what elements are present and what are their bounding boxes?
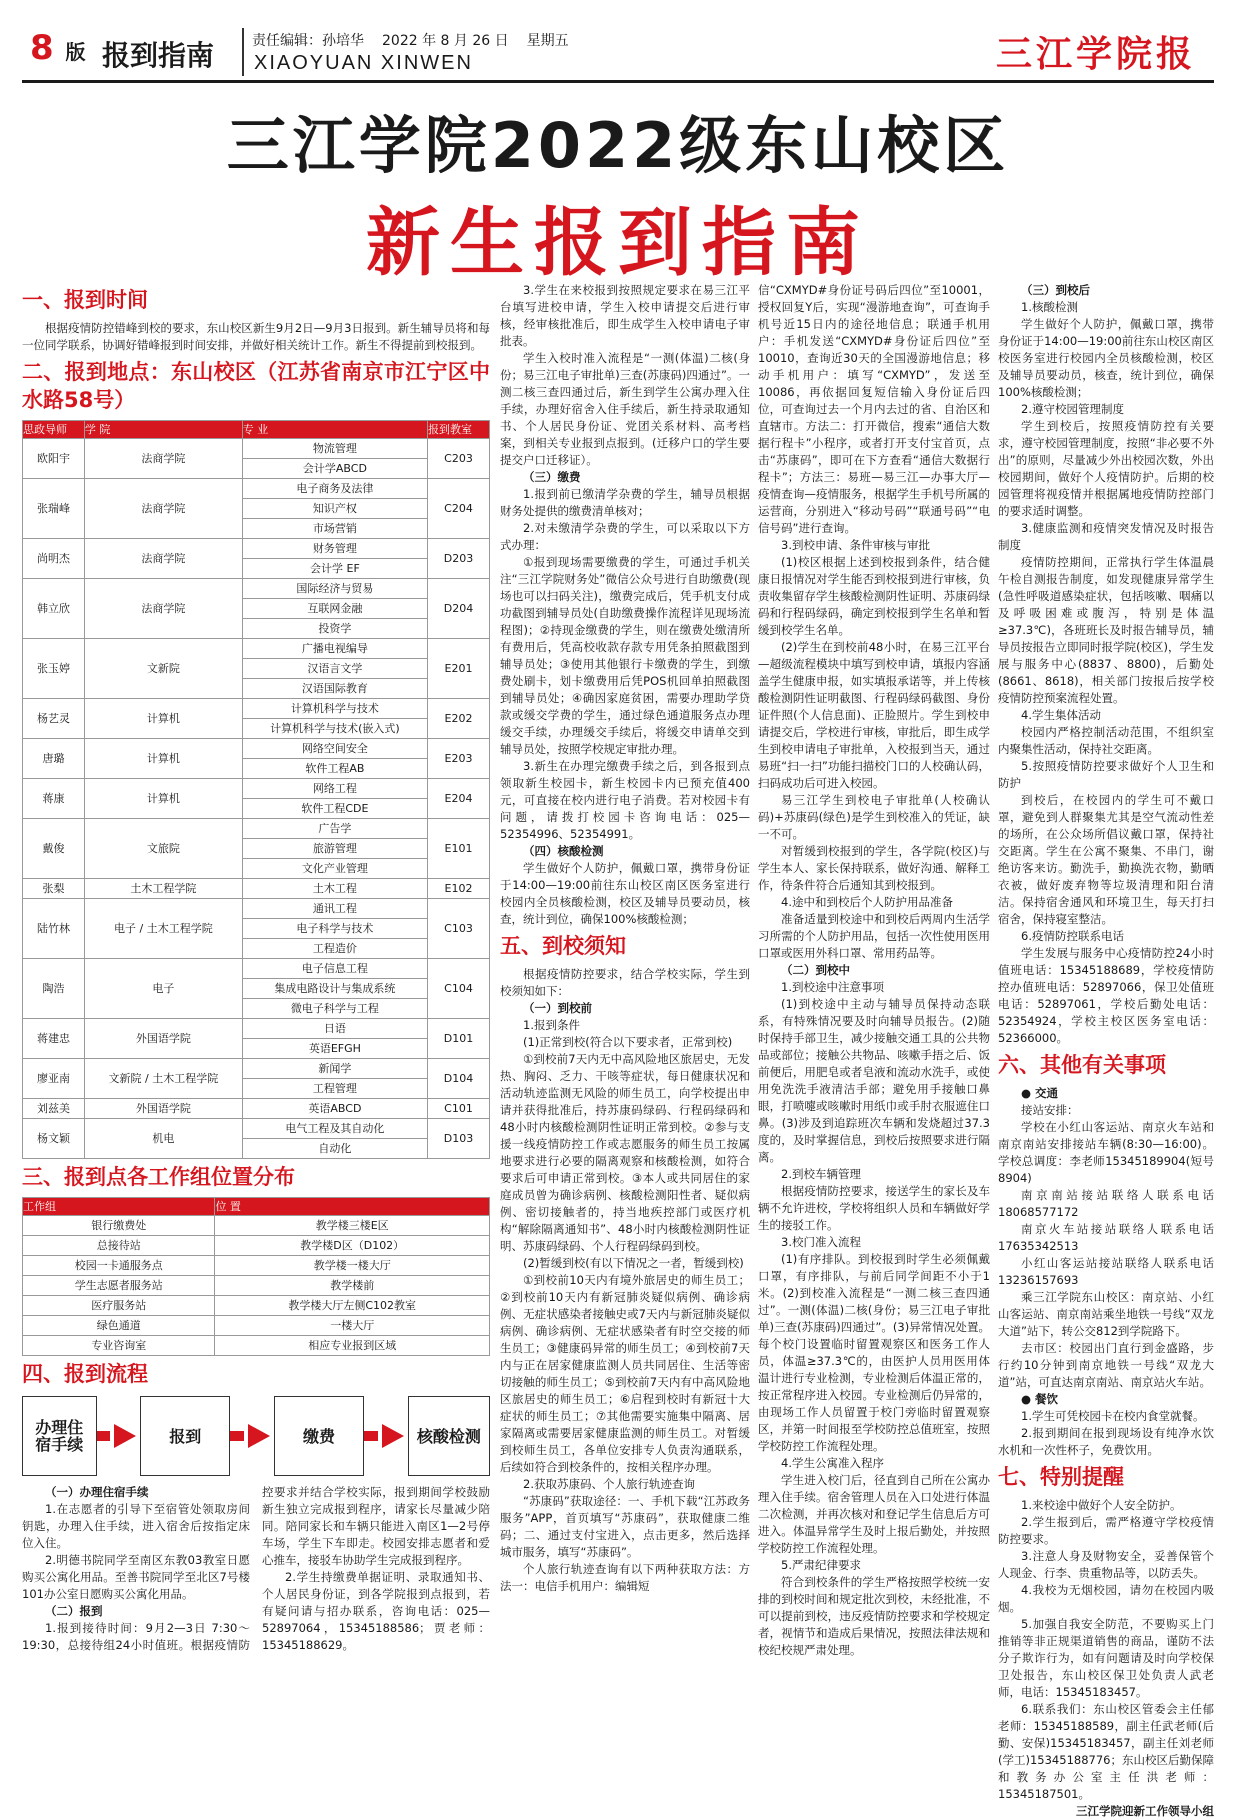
flow-step-1: 办理住宿手续: [22, 1396, 97, 1476]
location-cell: 教学楼三楼E区: [215, 1216, 490, 1236]
teacher-cell: 张瑞峰: [23, 479, 85, 539]
table-header: 学 院: [84, 421, 242, 439]
heading-s2: 二、报到地点：东山校区（江苏省南京市江宁区中水路58号）: [22, 360, 490, 412]
workgroup-cell: 医疗服务站: [23, 1296, 215, 1316]
c3-p14: (1)有序排队。到校报到时学生必须佩戴口罩，有序排队，与前后同学间距不小于1米。(2)到校准入流程是“一测二核三查四通过”。一测(体温)二核(身份；易三江电子审批单)三查(苏康码)四通过”。(3)异常情况处置。每个校门设置临时留置观察区和医务工作人员，体温≥37.3℃的，由医护人员用医用体温计进行专业检测，专业检测后体温正常的，按正常程序进入校园。专业检测后仍异常的，由现场工作人员留置于校门旁临时留置观察区，并第一时间报至学校防控总值班室，按照学校防控工作流程处理。: [758, 1252, 990, 1453]
c2-p10: (1)正常到校(符合以下要求者，正常到校): [523, 1035, 733, 1049]
c3-p5: 易三江学生到校电子审批单(人校确认码)+苏康码(绿色)是学生到校准入的凭证，缺一不可。: [758, 793, 990, 841]
heading-s5: 五、到校须知: [500, 934, 626, 958]
teacher-cell: 张玉婷: [23, 639, 85, 699]
teacher-cell: 尚明杰: [23, 539, 85, 579]
arrow-right-icon: [248, 1424, 270, 1448]
newspaper-logo: 三江学院报: [995, 33, 1196, 75]
room-cell: E203: [428, 739, 490, 779]
c4-p1: 1.核酸检测: [1021, 300, 1078, 314]
c4-p14: 学校在小红山客运站、南京火车站和南京南站安排接站车辆(8:30—16:00)。学校总调度：李老师15345189904(短号8904): [998, 1120, 1214, 1185]
heading-s7: 七、特别提醒: [998, 1465, 1124, 1489]
major-cell: 会计学 EF: [242, 559, 427, 579]
major-cell: 集成电路设计与集成系统: [242, 979, 427, 999]
major-cell: 日语: [242, 1019, 427, 1039]
location-cell: 教学楼大厅左侧C102教室: [215, 1296, 490, 1316]
room-cell: D104: [428, 1059, 490, 1099]
c2-p6: 3.新生在办理完缴费手续之后，到各报到点领取新生校园卡，新生校园卡内已预充值400元，可直接在校内进行电子消费。若对校园卡有问题，请拨打校园卡咨询电话：025—52354996、52354991。: [500, 759, 750, 841]
college-cell: 外国语学院: [84, 1099, 242, 1119]
room-cell: D203: [428, 539, 490, 579]
c2-p8: 根据疫情防控要求，结合学校实际，学生到校须知如下：: [500, 967, 750, 998]
c4-b2: ● 餐饮: [1021, 1392, 1059, 1406]
location-cell: 教学楼一楼大厅: [215, 1256, 490, 1276]
column-2: [500, 282, 750, 1782]
workgroup-cell: 专业咨询室: [23, 1336, 215, 1356]
c2-p9: 1.报到条件: [523, 1018, 580, 1032]
c4-p11: 6.疫情防控联系电话: [1021, 929, 1124, 943]
c2-p16: 个人旅行轨迹查询有以下两种获取方法：方法一：电信手机用户：编辑短: [500, 1562, 750, 1593]
major-cell: 通讯工程: [242, 899, 427, 919]
c2-p15: “苏康码”获取途径：一、手机下载“江苏政务服务”APP，首页填写“苏康码”，获取健康二维码；二、通过支付宝进入，点击更多，然后选择城市服务，填写“苏康码”。: [500, 1494, 750, 1559]
location-cell: 教学楼前: [215, 1276, 490, 1296]
major-cell: 电子信息工程: [242, 959, 427, 979]
c2-p3: 1.报到前已缴清学杂费的学生，辅导员根据财务处提供的缴费清单核对；: [500, 487, 750, 518]
location-cell: 教学楼D区（D102）: [215, 1236, 490, 1256]
heading-s3: 三、报到点各工作组位置分布: [22, 1165, 295, 1189]
c3-p16: 学生进入校门后，径直到自己所在公寓办理入住手续。宿舍管理人员在入口处进行体温二次检测，并再次核对和登记学生信息后方可进入。体温异常学生及时上报后勤处，并按照学校防控工作流程处理。: [758, 1473, 990, 1555]
c4-p4: 学生到校后，按照疫情防控有关要求，遵守校园管理制度，按照“非必要不外出”的原则，尽量减少外出校园次数，外出校园期间，做好个人疫情防护。后期的校园管理将视疫情并根据属地疫情防控部门的要求适时调整。: [998, 419, 1214, 518]
c4-p25: 4.我校为无烟校园，请勿在校园内吸烟。: [998, 1583, 1214, 1614]
arrow-right-icon: [382, 1424, 404, 1448]
c3-p11: 2.到校车辆管理: [781, 1167, 861, 1181]
c3-p2: 3.到校申请、条件审核与审批: [781, 538, 930, 552]
section-name: 报到指南: [102, 39, 215, 72]
c3-p13: 3.校门准入流程: [781, 1235, 861, 1249]
table-row: [23, 1099, 490, 1119]
room-cell: D103: [428, 1119, 490, 1159]
workgroup-cell: 总接待站: [23, 1236, 215, 1256]
c3-p15: 4.学生公寓准入程序: [781, 1456, 884, 1470]
major-cell: 旅游管理: [242, 839, 427, 859]
registration-location-table: [22, 420, 490, 1159]
c4-p8: 校园内严格控制活动范围，不组织室内聚集性活动，保持社交距离。: [998, 725, 1214, 756]
college-cell: 机电: [84, 1119, 242, 1159]
s1-body: 根据疫情防控错峰到校的要求，东山校区新生9月2日—9月3日报到。新生辅导员将和每一位同学联系，协调好错峰报到时间安排，并做好相关统计工作。新生不得提前到校报到。: [22, 321, 490, 352]
table-row: [23, 779, 490, 799]
c4-p10: 到校后，在校园内的学生可不戴口罩，避免到人群聚集尤其是空气流动性差的场所，在公众场所倡议戴口罩，保持社交距离。学生在公寓不聚集、不串门，谢绝访客来访。勤洗手，勤换洗衣物，勤晒衣被，做好废弃物等垃圾清理和阳台清洁。保持宿舍通风和环境卫生，每天打扫宿舍，保持寝室整洁。: [998, 793, 1214, 926]
teacher-cell: 欧阳宇: [23, 439, 85, 479]
major-cell: 财务管理: [242, 539, 427, 559]
teacher-cell: 刘兹美: [23, 1099, 85, 1119]
table-row: [23, 539, 490, 559]
c4-p27: 6.联系我们：东山校区管委会主任郁老师：15345188589，副主任武老师(后勤、安保)15345183457，副主任刘老师(学工)15345188776；东山校区后勤保障和教务办公室主任洪老师：15345187501。: [998, 1702, 1214, 1801]
s4-p1: 1.在志愿者的引导下至宿管处领取房间钥匙，办理入住手续，进入宿舍后按指定床位入住。: [22, 1502, 250, 1550]
major-cell: 文化产业管理: [242, 859, 427, 879]
college-cell: 计算机: [84, 739, 242, 779]
table-row: [23, 1216, 490, 1236]
c3-p6: 对暂缓到校报到的学生，各学院(校区)与学生本人、家长保持联系，做好沟通、解释工作，待条件符合后通知其到校报到。: [758, 844, 990, 892]
heading-s4: 四、报到流程: [22, 1362, 148, 1386]
c3-p12: 根据疫情防控要求，接送学生的家长及车辆不允许进校，学校将组织人员和车辆做好学生的接驳工作。: [758, 1184, 990, 1232]
c2-p12: (2)暂缓到校(有以下情况之一者，暂缓到校): [523, 1256, 744, 1270]
c4-b1: ● 交通: [1021, 1086, 1059, 1100]
c4-p18: 乘三江学院东山校区：南京站、小红山客运站、南京南站乘坐地铁一号线“双龙大道”站下，转公交812到学院路下。: [998, 1290, 1214, 1338]
college-cell: 计算机: [84, 779, 242, 819]
college-cell: 计算机: [84, 699, 242, 739]
pinyin-title: XIAOYUAN XINWEN: [254, 52, 473, 74]
room-cell: D101: [428, 1019, 490, 1059]
table-row: [23, 579, 490, 599]
c4-p22: 1.来校途中做好个人安全防护。: [1021, 1498, 1182, 1512]
major-cell: 工程管理: [242, 1079, 427, 1099]
c4-p17: 小红山客运站接站联络人联系电话 13236157693: [998, 1256, 1214, 1287]
table-row: [23, 1059, 490, 1079]
college-cell: 法商学院: [84, 539, 242, 579]
major-cell: 电子商务及法律: [242, 479, 427, 499]
workgroup-cell: 学生志愿者服务站: [23, 1276, 215, 1296]
c4-p20: 1.学生可凭校园卡在校内食堂就餐。: [1021, 1409, 1205, 1423]
location-cell: 相应专业报到区域: [215, 1336, 490, 1356]
teacher-cell: 韩立欣: [23, 579, 85, 639]
table-row: [23, 1316, 490, 1336]
room-cell: D204: [428, 579, 490, 639]
c4-p2: 学生做好个人防护，佩戴口罩，携带身份证于14:00—19:00前往东山校区南区校医务室进行校园内全员核酸检测，校区及辅导员要动员，核查，统计到位，确保100%核酸检测；: [998, 317, 1214, 399]
c4-p16: 南京火车站接站联络人联系电话17635342513: [998, 1222, 1214, 1253]
major-cell: 计算机科学与技术(嵌入式): [242, 719, 427, 739]
c4-sub1: （三）到校后: [1021, 283, 1090, 297]
room-cell: C101: [428, 1099, 490, 1119]
heading-s6: 六、其他有关事项: [998, 1053, 1166, 1077]
table-row: [23, 1336, 490, 1356]
room-cell: C103: [428, 899, 490, 959]
c4-p19: 去市区：校园出门直行到金盛路，步行约10分钟到南京地铁一号线“双龙大道”站，可直达南京南站、南京站火车站。: [998, 1341, 1214, 1389]
major-cell: 投资学: [242, 619, 427, 639]
c4-p24: 3.注意人身及财物安全，妥善保管个人现金、行李、贵重物品等，以防丢失。: [998, 1549, 1214, 1580]
major-cell: 国际经济与贸易: [242, 579, 427, 599]
c3-p9: 1.到校途中注意事项: [781, 980, 884, 994]
main-title: 三江学院2022级东山校区: [226, 109, 1010, 182]
college-cell: 法商学院: [84, 479, 242, 539]
table-row: [23, 899, 490, 919]
c2-p5: ①报到现场需要缴费的学生，可通过手机关注“三江学院财务处”微信公众号进行自助缴费(现场也可以扫码关注)，缴费完成后，凭手机支付成功截图到辅导员处(自助缴费操作流程详见现场流程图)；②持现金缴费的学生，则在缴费处缴清所有费用后，凭高校收款存款专用凭条拍照截图到辅导员处；③使用其他银行卡缴费的学生，到缴费处刷卡，划卡缴费用后凭POS机回单拍照截图到辅导员处；④确因家庭贫困，需要办理助学贷款或缓交学费的学生，通过绿色通道服务点办理缓交手续，办理缓交手续后，将缓交申请单交到辅导员处，按照学校规定审批办理。: [500, 555, 750, 756]
c2-p2: 学生入校时准入流程是“一测(体温)二核(身份；易三江电子审批单)三查(苏康码)四通过”。一测二核三查四通过后，新生到学生公寓办理入住手续，办理好宿舍入住手续后，新生持录取通知书、个人居民身份证、党团关系材料、高考档案，到相关专业报到点报到。(迁移户口的学生要提交户口迁移证）。: [500, 351, 750, 467]
workgroup-cell: 校园一卡通服务点: [23, 1256, 215, 1276]
c4-p12: 学生发展与服务中心疫情防控24小时值班电话：15345188689，学校疫情防控办值班电话：52897066，保卫处值班电话：52897061，学校后勤处电话：52354924，学校主校区医务室电话：52366000。: [998, 946, 1214, 1045]
room-cell: E201: [428, 639, 490, 699]
teacher-cell: 张梨: [23, 879, 85, 899]
major-cell: 英语EFGH: [242, 1039, 427, 1059]
major-cell: 知识产权: [242, 499, 427, 519]
college-cell: 电子: [84, 959, 242, 1019]
table-row: [23, 819, 490, 839]
college-cell: 外国语学院: [84, 1019, 242, 1059]
table-row: [23, 639, 490, 659]
c2-sub1: （三）缴费: [523, 470, 581, 484]
major-cell: 会计学ABCD: [242, 459, 427, 479]
column-3: [758, 282, 990, 1782]
c2-p13: ①到校前10天内有境外旅居史的师生员工；②到校前10天内有新冠肺炎疑似病例、确诊病例、无症状感染者接触史或7天内与新冠肺炎疑似病例、确诊病例、无症状感染者有时空交接的师生员工；③健康码异常的师生员工；④到校前7天内与正在居家健康监测人员共同居住、生活等密切接触的师生员工；⑤到校前7天内有中高风险地区旅居史的师生员工；⑥启程到校时有新冠十大症状的师生员工；⑦其他需要实施集中隔离、居家隔离或需要居家健康监测的师生员工。对暂缓到校师生员工，各单位安排专人负责沟通联系，后续如符合到校条件的，按相关程序办理。: [500, 1273, 750, 1474]
major-cell: 市场营销: [242, 519, 427, 539]
table-header: 工作组: [23, 1198, 215, 1216]
room-cell: E202: [428, 699, 490, 739]
c4-p26: 5.加强自我安全防范，不要购买上门推销等非正规渠道销售的商品，谨防不法分子欺诈行为，如有问题请及时向学校保卫处报告，东山校区保卫处负责人武老师，电话：15345183457。: [998, 1617, 1214, 1699]
column-4: [998, 282, 1214, 1818]
college-cell: 文新院: [84, 639, 242, 699]
table-row: [23, 879, 490, 899]
c3-p8: 准备适量到校途中和到校后两周内生活学习所需的个人防护用品，包括一次性使用医用口罩或医用外科口罩、常用药品等。: [758, 912, 990, 960]
table-row: [23, 1236, 490, 1256]
major-cell: 土木工程: [242, 879, 427, 899]
teacher-cell: 唐璐: [23, 739, 85, 779]
c4-p23: 2.学生报到后，需严格遵守学校疫情防控要求。: [998, 1515, 1214, 1546]
table-row: [23, 1119, 490, 1139]
table-row: [23, 439, 490, 459]
location-cell: 一楼大厅: [215, 1316, 490, 1336]
column-1: [22, 282, 490, 1654]
c4-p21: 2.报到期间在报到现场设有纯净水饮水机和一次性杯子，免费饮用。: [998, 1426, 1214, 1457]
teacher-cell: 蒋建忠: [23, 1019, 85, 1059]
room-cell: C204: [428, 479, 490, 539]
main-subtitle: 新生报到指南: [366, 200, 870, 286]
c2-p11: ①到校前7天内无中高风险地区旅居史，无发热、胸闷、乏力、干咳等症状，每日健康状况和活动轨迹监测无风险的师生员工，向学校提出申请并获得批准后，持苏康码绿码、行程码绿码和48小时内核酸检测阴性证明正常到校。②参与支援一线疫情防控工作或志愿服务的师生员工按属地要求进行必要的隔离观察和核酸检测，如符合要求后可申请正常到校。③本人或共同居住的家庭成员曾为确诊病例、核酸检测阳性者、疑似病例、密切接触者的，持当地疾控部门或医疗机构“解除隔离通知书”、48小时内核酸检测阴性证明、苏康码绿码、个人行程码绿码到校。: [500, 1052, 750, 1253]
major-cell: 新闻学: [242, 1059, 427, 1079]
table-row: [23, 1019, 490, 1039]
s4-sub1: （一）办理住宿手续: [45, 1485, 149, 1499]
table-header: 报到教室: [428, 421, 490, 439]
table-row: [23, 1256, 490, 1276]
c3-p4: (2)学生在到校前48小时，在易三江平台—超级流程模块中填写到校申请，填报内容涵盖学生健康申报，如实填报承诺等，并上传核酸检测阴性证明截图、行程码绿码截图、身份证件照(个人信息面)、正脸照片。学生到校申请提交后，学校进行审核，审批后，即生成学生到校申请电子审批单，入校报到当天，通过易班“扫一扫”功能扫描校门口的人校确认码，扫码成功后可进入校园。: [758, 640, 990, 790]
teacher-cell: 戴俊: [23, 819, 85, 879]
room-cell: E101: [428, 819, 490, 879]
c4-p7: 4.学生集体活动: [1021, 708, 1101, 722]
teacher-cell: 陶浩: [23, 959, 85, 1019]
workgroup-table: [22, 1197, 490, 1356]
workgroup-cell: 银行缴费处: [23, 1216, 215, 1236]
major-cell: 网络工程: [242, 779, 427, 799]
table-header: 专 业: [242, 421, 427, 439]
header-rule: [22, 80, 1214, 83]
c3-sub1: （二）到校中: [781, 963, 850, 977]
room-cell: E102: [428, 879, 490, 899]
c2-p4: 2.对未缴清学杂费的学生，可以采取以下方式办理：: [500, 521, 750, 552]
c4-p15: 南京南站接站联络人联系电话18068577172: [998, 1188, 1214, 1219]
major-cell: 网络空间安全: [242, 739, 427, 759]
issue-meta: 责任编辑：孙培华 2022 年 8 月 26 日 星期五: [252, 33, 569, 49]
process-flow: [22, 1394, 490, 1478]
c3-p1: 信“CXMYD#身份证号码后四位”至10001，授权回复Y后，实现“漫游地查询”，可查询手机号近15日内的途径地信息；联通手机用户：手机发送“CXMYD#身份证后四位”至10010，查询近30天的全国漫游地信息；移动手机用户：填写“CXMYD”，发送至10086，再依据回复短信输入身份证后四位，可查询过去一个月内去过的省、自治区和直辖市。方法二：打开微信，搜索“通信大数据行程卡”小程序，或者打开支付宝首页，点击“苏康码”，即可在下方查看“通信大数据行程卡”；方法三：易班—易三江—办事大厅—疫情查询—疫情服务，根据学生手机号所属的运营商，分别进入“移动号码”“联通号码”“电信号码”进行查询。: [758, 283, 990, 535]
table-row: [23, 699, 490, 719]
c4-p3: 2.遵守校园管理制度: [1021, 402, 1124, 416]
table-row: [23, 959, 490, 979]
flow-step-4: 核酸检测: [408, 1396, 490, 1476]
flow-step-3: 缴费: [274, 1396, 364, 1476]
s4-p4: 2.学生持缴费单据证明、录取通知书、个人居民身份证，到各学院报到点报到，若有疑问请与招办联系，咨询电话：025—52897064，15345188586；贾老师：15345188629。: [262, 1570, 490, 1652]
teacher-cell: 陆竹林: [23, 899, 85, 959]
s4-p2: 2.明德书院同学至南区东教03教室日愿购买公寓化用品。至善书院同学至北区7号楼101办公室日愿购买公寓化用品。: [22, 1553, 250, 1601]
teacher-cell: 蒋康: [23, 779, 85, 819]
s4-sub2: （二）报到: [45, 1604, 103, 1618]
c3-p18: 符合到校条件的学生严格按照学校统一安排的到校时间和规定批次到校，未经批准，不可以提前到校，违反疫情防控要求和学校规定者，视情节和造成后果情况，按照法律法规和校纪校规严肃处理。: [758, 1575, 990, 1657]
major-cell: 汉语国际教育: [242, 679, 427, 699]
teacher-cell: 杨艺灵: [23, 699, 85, 739]
header-divider: [242, 28, 244, 76]
college-cell: 电子 / 土木工程学院: [84, 899, 242, 959]
heading-s1: 一、报到时间: [22, 288, 148, 312]
room-cell: C104: [428, 959, 490, 1019]
table-row: [23, 1276, 490, 1296]
table-row: [23, 1296, 490, 1316]
major-cell: 软件工程CDE: [242, 799, 427, 819]
footer-signature: 三江学院迎新工作领导小组: [1076, 1804, 1214, 1818]
major-cell: 软件工程AB: [242, 759, 427, 779]
college-cell: 法商学院: [84, 579, 242, 639]
teacher-cell: 廖亚南: [23, 1059, 85, 1099]
major-cell: 计算机科学与技术: [242, 699, 427, 719]
major-cell: 电气工程及其自动化: [242, 1119, 427, 1139]
c4-p5: 3.健康监测和疫情突发情况及时报告制度: [998, 521, 1214, 552]
room-cell: C203: [428, 439, 490, 479]
c4-p13: 接站安排：: [1021, 1103, 1079, 1117]
c2-p14: 2.获取苏康码、个人旅行轨迹查询: [523, 1477, 695, 1491]
c3-p10: (1)到校途中主动与辅导员保持动态联系，有特殊情况要及时向辅导员报告。(2)随时保持手部卫生，减少接触交通工具的公共物品或部位；接触公共物品、咳嗽手捂之后、饭前便后，用肥皂或者皂液和流动水洗手，或使用免洗洗手液清洁手部；避免用手接触口鼻眼，打喷嚏或咳嗽时用纸巾或手肘衣服遮住口鼻。(3)涉及到追踪班次车辆和发烧超过37.3度的，及时掌握信息，到校后按照要求进行隔离。: [758, 997, 990, 1164]
major-cell: 电子科学与技术: [242, 919, 427, 939]
s4-p3: 1.报到接待时间：9月2—3日 7:30～19:30，总接待组24小时值班。根据疫情防控要求并结合学校实际，报到期间学校鼓励新生独立完成报到程序，请家长尽量减少陪同。陪同家长和车辆只能进入南区1—2号停车场，学生下车即走。校园安排志愿者和爱心推车，接驳车协助学生完成报到程序。: [22, 1485, 490, 1652]
c2-p7: 学生做好个人防护，佩戴口罩，携带身份证于14:00—19:00前往东山校区南区医务室进行校园内全员核酸检测，校区及辅导员要动员，核查，统计到位，确保100%核酸检测；: [500, 861, 750, 926]
room-cell: E204: [428, 779, 490, 819]
major-cell: 微电子科学与工程: [242, 999, 427, 1019]
c3-p17: 5.严肃纪律要求: [781, 1558, 861, 1572]
c4-p9: 5.按照疫情防控要求做好个人卫生和防护: [998, 759, 1214, 790]
flow-step-2: 报到: [140, 1396, 230, 1476]
college-cell: 法商学院: [84, 439, 242, 479]
major-cell: 广告学: [242, 819, 427, 839]
college-cell: 文新院 / 土木工程学院: [84, 1059, 242, 1099]
table-header: 位 置: [215, 1198, 490, 1216]
page-number: 8 版: [30, 28, 86, 68]
major-cell: 物流管理: [242, 439, 427, 459]
major-cell: 英语ABCD: [242, 1099, 427, 1119]
major-cell: 广播电视编导: [242, 639, 427, 659]
arrow-right-icon: [114, 1424, 136, 1448]
major-cell: 互联网金融: [242, 599, 427, 619]
c3-p3: (1)校区根据上述到校报到条件，结合健康日报情况对学生能否到校报到进行审核，负责收集留存学生核酸检测阴性证明、苏康码绿码和行程码绿码，确定到校报到学生名单和暂缓到校学生名单。: [758, 555, 990, 637]
masthead: [22, 20, 1214, 76]
table-header: 思政导师: [23, 421, 85, 439]
teacher-cell: 杨文颖: [23, 1119, 85, 1159]
table-row: [23, 479, 490, 499]
workgroup-cell: 绿色通道: [23, 1316, 215, 1336]
c2-p1: 3.学生在来校报到按照规定要求在易三江平台填写进校申请，学生入校申请提交后进行审核，经审核批准后，即生成学生入校申请电子审批表。: [500, 283, 750, 348]
c4-p6: 疫情防控期间，正常执行学生体温晨午检自测报告制度，如发现健康异常学生(急性呼吸道感染症状，包括咳嗽、咽痛以及呼吸困难或腹泻，特别是体温≥37.3℃)，各班班长及时报告辅导员，辅导员按报告立即同时报学院(校区)，学生发展与服务中心(8837、8800)，后勤处(8661、8618)，相关部门按报后按学校疫情防控预案流程处置。: [998, 555, 1214, 705]
c2-sub3: （一）到校前: [523, 1001, 592, 1015]
c3-p7: 4.途中和到校后个人防护用品准备: [781, 895, 953, 909]
table-row: [23, 739, 490, 759]
major-cell: 工程造价: [242, 939, 427, 959]
c2-sub2: （四）核酸检测: [523, 844, 604, 858]
major-cell: 自动化: [242, 1139, 427, 1159]
major-cell: 汉语言文学: [242, 659, 427, 679]
college-cell: 文旅院: [84, 819, 242, 879]
college-cell: 土木工程学院: [84, 879, 242, 899]
